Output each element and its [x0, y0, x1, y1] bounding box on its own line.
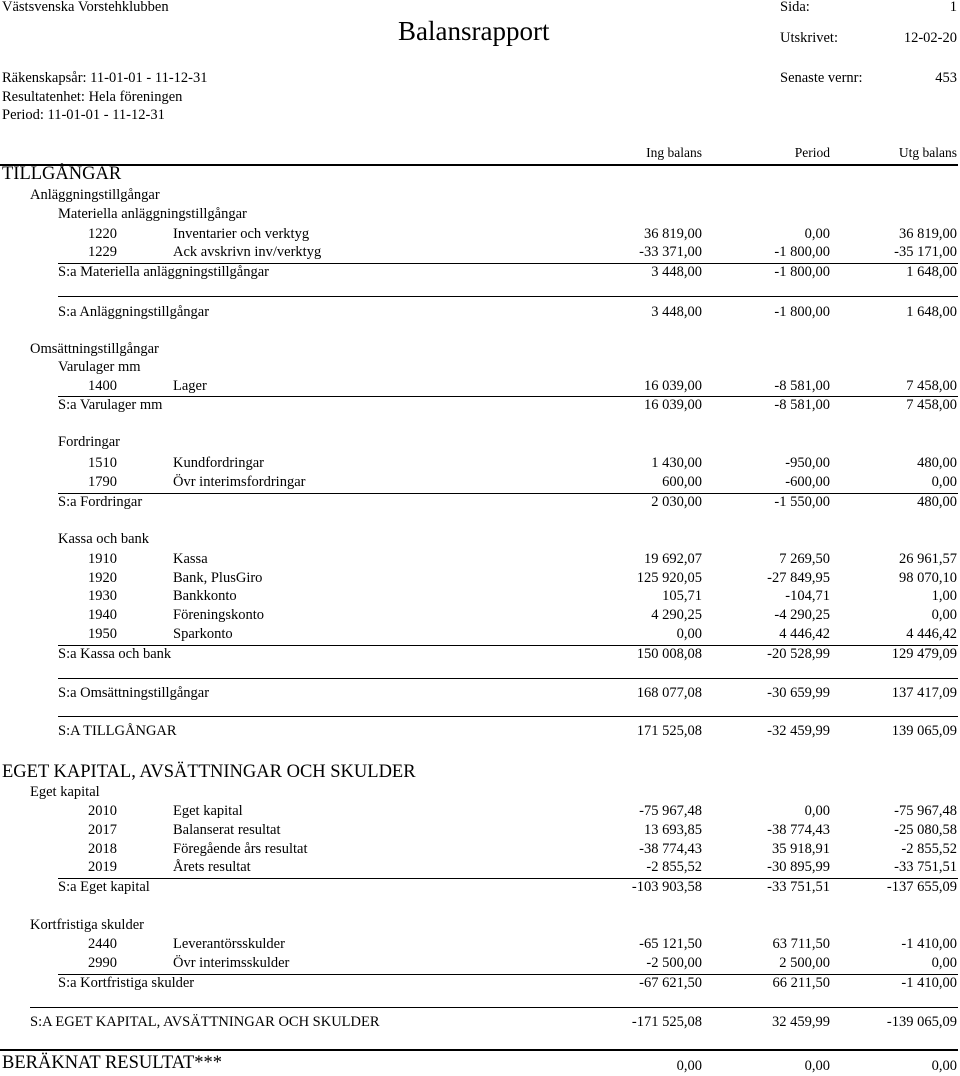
sum-label: S:a Kortfristiga skulder — [58, 975, 195, 991]
account-name: Årets resultat — [173, 859, 251, 875]
account-utg: 0,00 — [931, 607, 957, 623]
sum-ing: -103 903,58 — [631, 879, 702, 895]
account-utg: 4 446,42 — [906, 626, 957, 642]
account-ing: -65 121,50 — [639, 936, 702, 952]
sum-ing: 2 030,00 — [651, 494, 702, 510]
result-utg: 0,00 — [931, 1058, 957, 1074]
sum-ing: -67 621,50 — [639, 975, 702, 991]
sum-period: -1 550,00 — [774, 494, 830, 510]
group-heading: Kortfristiga skulder — [30, 917, 144, 933]
sum-utg: 137 417,09 — [891, 685, 957, 701]
account-period: 0,00 — [804, 226, 830, 242]
sum-ing: 16 039,00 — [644, 397, 702, 413]
account-period: 0,00 — [804, 803, 830, 819]
header-rule — [0, 164, 958, 166]
account-ing: 105,71 — [662, 588, 702, 604]
account-name: Balanserat resultat — [173, 822, 281, 838]
sum-rule — [58, 716, 958, 717]
sum-period: -20 528,99 — [767, 646, 830, 662]
account-name: Övr interimsskulder — [173, 955, 290, 971]
sum-label: S:a Kassa och bank — [58, 646, 172, 662]
account-period: -600,00 — [785, 474, 830, 490]
account-number: 1510 — [88, 455, 117, 471]
account-number: 1400 — [88, 378, 117, 394]
account-utg: 7 458,00 — [906, 378, 957, 394]
account-number: 1910 — [88, 551, 117, 567]
account-number: 1229 — [88, 244, 117, 260]
account-ing: 0,00 — [676, 626, 702, 642]
sum-period: -33 751,51 — [767, 879, 830, 895]
sum-period: 32 459,99 — [772, 1014, 830, 1030]
account-period: -30 895,99 — [767, 859, 830, 875]
result-period: 0,00 — [804, 1058, 830, 1074]
account-number: 2990 — [88, 955, 117, 971]
result-unit: Resultatenhet: Hela föreningen — [2, 89, 183, 105]
sum-label: S:a Omsättningstillgångar — [58, 685, 210, 701]
account-name: Föregående års resultat — [173, 841, 308, 857]
sum-ing: 168 077,08 — [636, 685, 702, 701]
account-number: 2440 — [88, 936, 117, 952]
col-utg-balans: Utg balans — [898, 145, 957, 160]
account-ing: 1 430,00 — [651, 455, 702, 471]
account-period: 7 269,50 — [779, 551, 830, 567]
latest-vernr: 453 — [935, 70, 957, 86]
account-number: 2019 — [88, 859, 117, 875]
account-number: 2017 — [88, 822, 117, 838]
account-utg: -35 171,00 — [894, 244, 957, 260]
account-name: Föreningskonto — [173, 607, 265, 623]
account-ing: 16 039,00 — [644, 378, 702, 394]
account-number: 1920 — [88, 570, 117, 586]
account-period: 4 446,42 — [779, 626, 830, 642]
sum-utg: 129 479,09 — [891, 646, 957, 662]
sum-period: -8 581,00 — [774, 397, 830, 413]
account-ing: -2 855,52 — [646, 859, 702, 875]
latest-vernr-label: Senaste vernr: — [780, 70, 863, 86]
group-heading: Eget kapital — [30, 784, 100, 800]
sum-utg: 480,00 — [917, 494, 957, 510]
sum-utg: 139 065,09 — [891, 723, 957, 739]
account-name: Eget kapital — [173, 803, 243, 819]
subgroup-heading: Varulager mm — [58, 359, 141, 375]
sum-utg: 7 458,00 — [906, 397, 957, 413]
sum-utg: -137 655,09 — [886, 879, 957, 895]
sum-rule — [58, 678, 958, 679]
sum-rule — [30, 1007, 958, 1008]
sum-period: -1 800,00 — [774, 264, 830, 280]
account-period: 2 500,00 — [779, 955, 830, 971]
sum-period: -30 659,99 — [767, 685, 830, 701]
account-utg: 36 819,00 — [899, 226, 957, 242]
result-ing: 0,00 — [676, 1058, 702, 1074]
account-utg: 0,00 — [931, 474, 957, 490]
account-ing: 19 692,07 — [644, 551, 702, 567]
account-period: -950,00 — [785, 455, 830, 471]
account-number: 1940 — [88, 607, 117, 623]
account-number: 1220 — [88, 226, 117, 242]
account-period: -4 290,25 — [774, 607, 830, 623]
account-utg: 98 070,10 — [899, 570, 957, 586]
account-name: Kassa — [173, 551, 208, 567]
sum-period: -32 459,99 — [767, 723, 830, 739]
section-heading-eget: EGET KAPITAL, AVSÄTTNINGAR OCH SKULDER — [2, 762, 416, 782]
sum-ing: 3 448,00 — [651, 264, 702, 280]
sum-rule — [58, 296, 958, 297]
account-name: Inventarier och verktyg — [173, 226, 310, 242]
account-utg: 0,00 — [931, 955, 957, 971]
subgroup-heading: Kassa och bank — [58, 531, 150, 547]
fiscal-year: Räkenskapsår: 11-01-01 - 11-12-31 — [2, 70, 208, 86]
account-period: 35 918,91 — [772, 841, 830, 857]
subgroup-heading: Materiella anläggningstillgångar — [58, 206, 247, 222]
account-number: 1950 — [88, 626, 117, 642]
group-heading: Anläggningstillgångar — [30, 187, 160, 203]
account-utg: 1,00 — [931, 588, 957, 604]
section-heading-tillgangar: TILLGÅNGAR — [2, 164, 122, 184]
account-period: 63 711,50 — [772, 936, 830, 952]
account-period: -27 849,95 — [767, 570, 830, 586]
account-utg: -25 080,58 — [894, 822, 957, 838]
account-name: Ack avskrivn inv/verktyg — [173, 244, 322, 260]
sum-period: 66 211,50 — [772, 975, 830, 991]
account-name: Övr interimsfordringar — [173, 474, 306, 490]
result-rule — [0, 1049, 958, 1051]
period: Period: 11-01-01 - 11-12-31 — [2, 107, 165, 123]
sum-ing: -171 525,08 — [631, 1014, 702, 1030]
sum-ing: 171 525,08 — [636, 723, 702, 739]
account-number: 2018 — [88, 841, 117, 857]
sum-label: S:a Anläggningstillgångar — [58, 304, 210, 320]
sum-utg: -139 065,09 — [886, 1014, 957, 1030]
account-ing: 36 819,00 — [644, 226, 702, 242]
account-name: Bank, PlusGiro — [173, 570, 263, 586]
sum-ing: 150 008,08 — [636, 646, 702, 662]
sum-ing: 3 448,00 — [651, 304, 702, 320]
printed-date: 12-02-20 — [903, 30, 957, 46]
account-number: 1790 — [88, 474, 117, 490]
account-name: Leverantörsskulder — [173, 936, 285, 952]
account-utg: -1 410,00 — [901, 936, 957, 952]
sum-label: S:a Materiella anläggningstillgångar — [58, 264, 269, 280]
account-number: 1930 — [88, 588, 117, 604]
account-utg: -2 855,52 — [901, 841, 957, 857]
account-ing: 13 693,85 — [644, 822, 702, 838]
page-number: 1 — [949, 0, 957, 15]
account-period: -104,71 — [785, 588, 830, 604]
account-utg: 26 961,57 — [899, 551, 957, 567]
account-period: -38 774,43 — [767, 822, 830, 838]
account-name: Lager — [173, 378, 207, 394]
account-utg: 480,00 — [917, 455, 957, 471]
printed-label: Utskrivet: — [780, 30, 838, 46]
account-name: Bankkonto — [173, 588, 237, 604]
sum-label: S:A EGET KAPITAL, AVSÄTTNINGAR OCH SKULDER — [30, 1014, 380, 1030]
account-ing: -38 774,43 — [639, 841, 702, 857]
sum-label: S:A TILLGÅNGAR — [58, 723, 177, 739]
account-name: Kundfordringar — [173, 455, 265, 471]
group-heading: Omsättningstillgångar — [30, 341, 159, 357]
account-ing: -2 500,00 — [646, 955, 702, 971]
result-label: BERÄKNAT RESULTAT*** — [2, 1053, 223, 1073]
page-label: Sida: — [780, 0, 810, 15]
sum-label: S:a Varulager mm — [58, 397, 163, 413]
sum-label: S:a Eget kapital — [58, 879, 150, 895]
sum-utg: -1 410,00 — [901, 975, 957, 991]
account-ing: 125 920,05 — [636, 570, 702, 586]
sum-utg: 1 648,00 — [906, 264, 957, 280]
account-ing: -33 371,00 — [639, 244, 702, 260]
account-ing: -75 967,48 — [639, 803, 702, 819]
account-utg: -75 967,48 — [894, 803, 957, 819]
account-name: Sparkonto — [173, 626, 233, 642]
col-ing-balans: Ing balans — [646, 145, 702, 160]
report-title: Balansrapport — [398, 16, 550, 46]
account-ing: 600,00 — [662, 474, 702, 490]
account-utg: -33 751,51 — [894, 859, 957, 875]
account-period: -1 800,00 — [774, 244, 830, 260]
account-period: -8 581,00 — [774, 378, 830, 394]
org-name: Västsvenska Vorstehklubben — [2, 0, 169, 15]
sum-label: S:a Fordringar — [58, 494, 143, 510]
account-number: 2010 — [88, 803, 117, 819]
sum-utg: 1 648,00 — [906, 304, 957, 320]
subgroup-heading: Fordringar — [58, 434, 121, 450]
col-period: Period — [794, 145, 830, 160]
account-ing: 4 290,25 — [651, 607, 702, 623]
sum-period: -1 800,00 — [774, 304, 830, 320]
